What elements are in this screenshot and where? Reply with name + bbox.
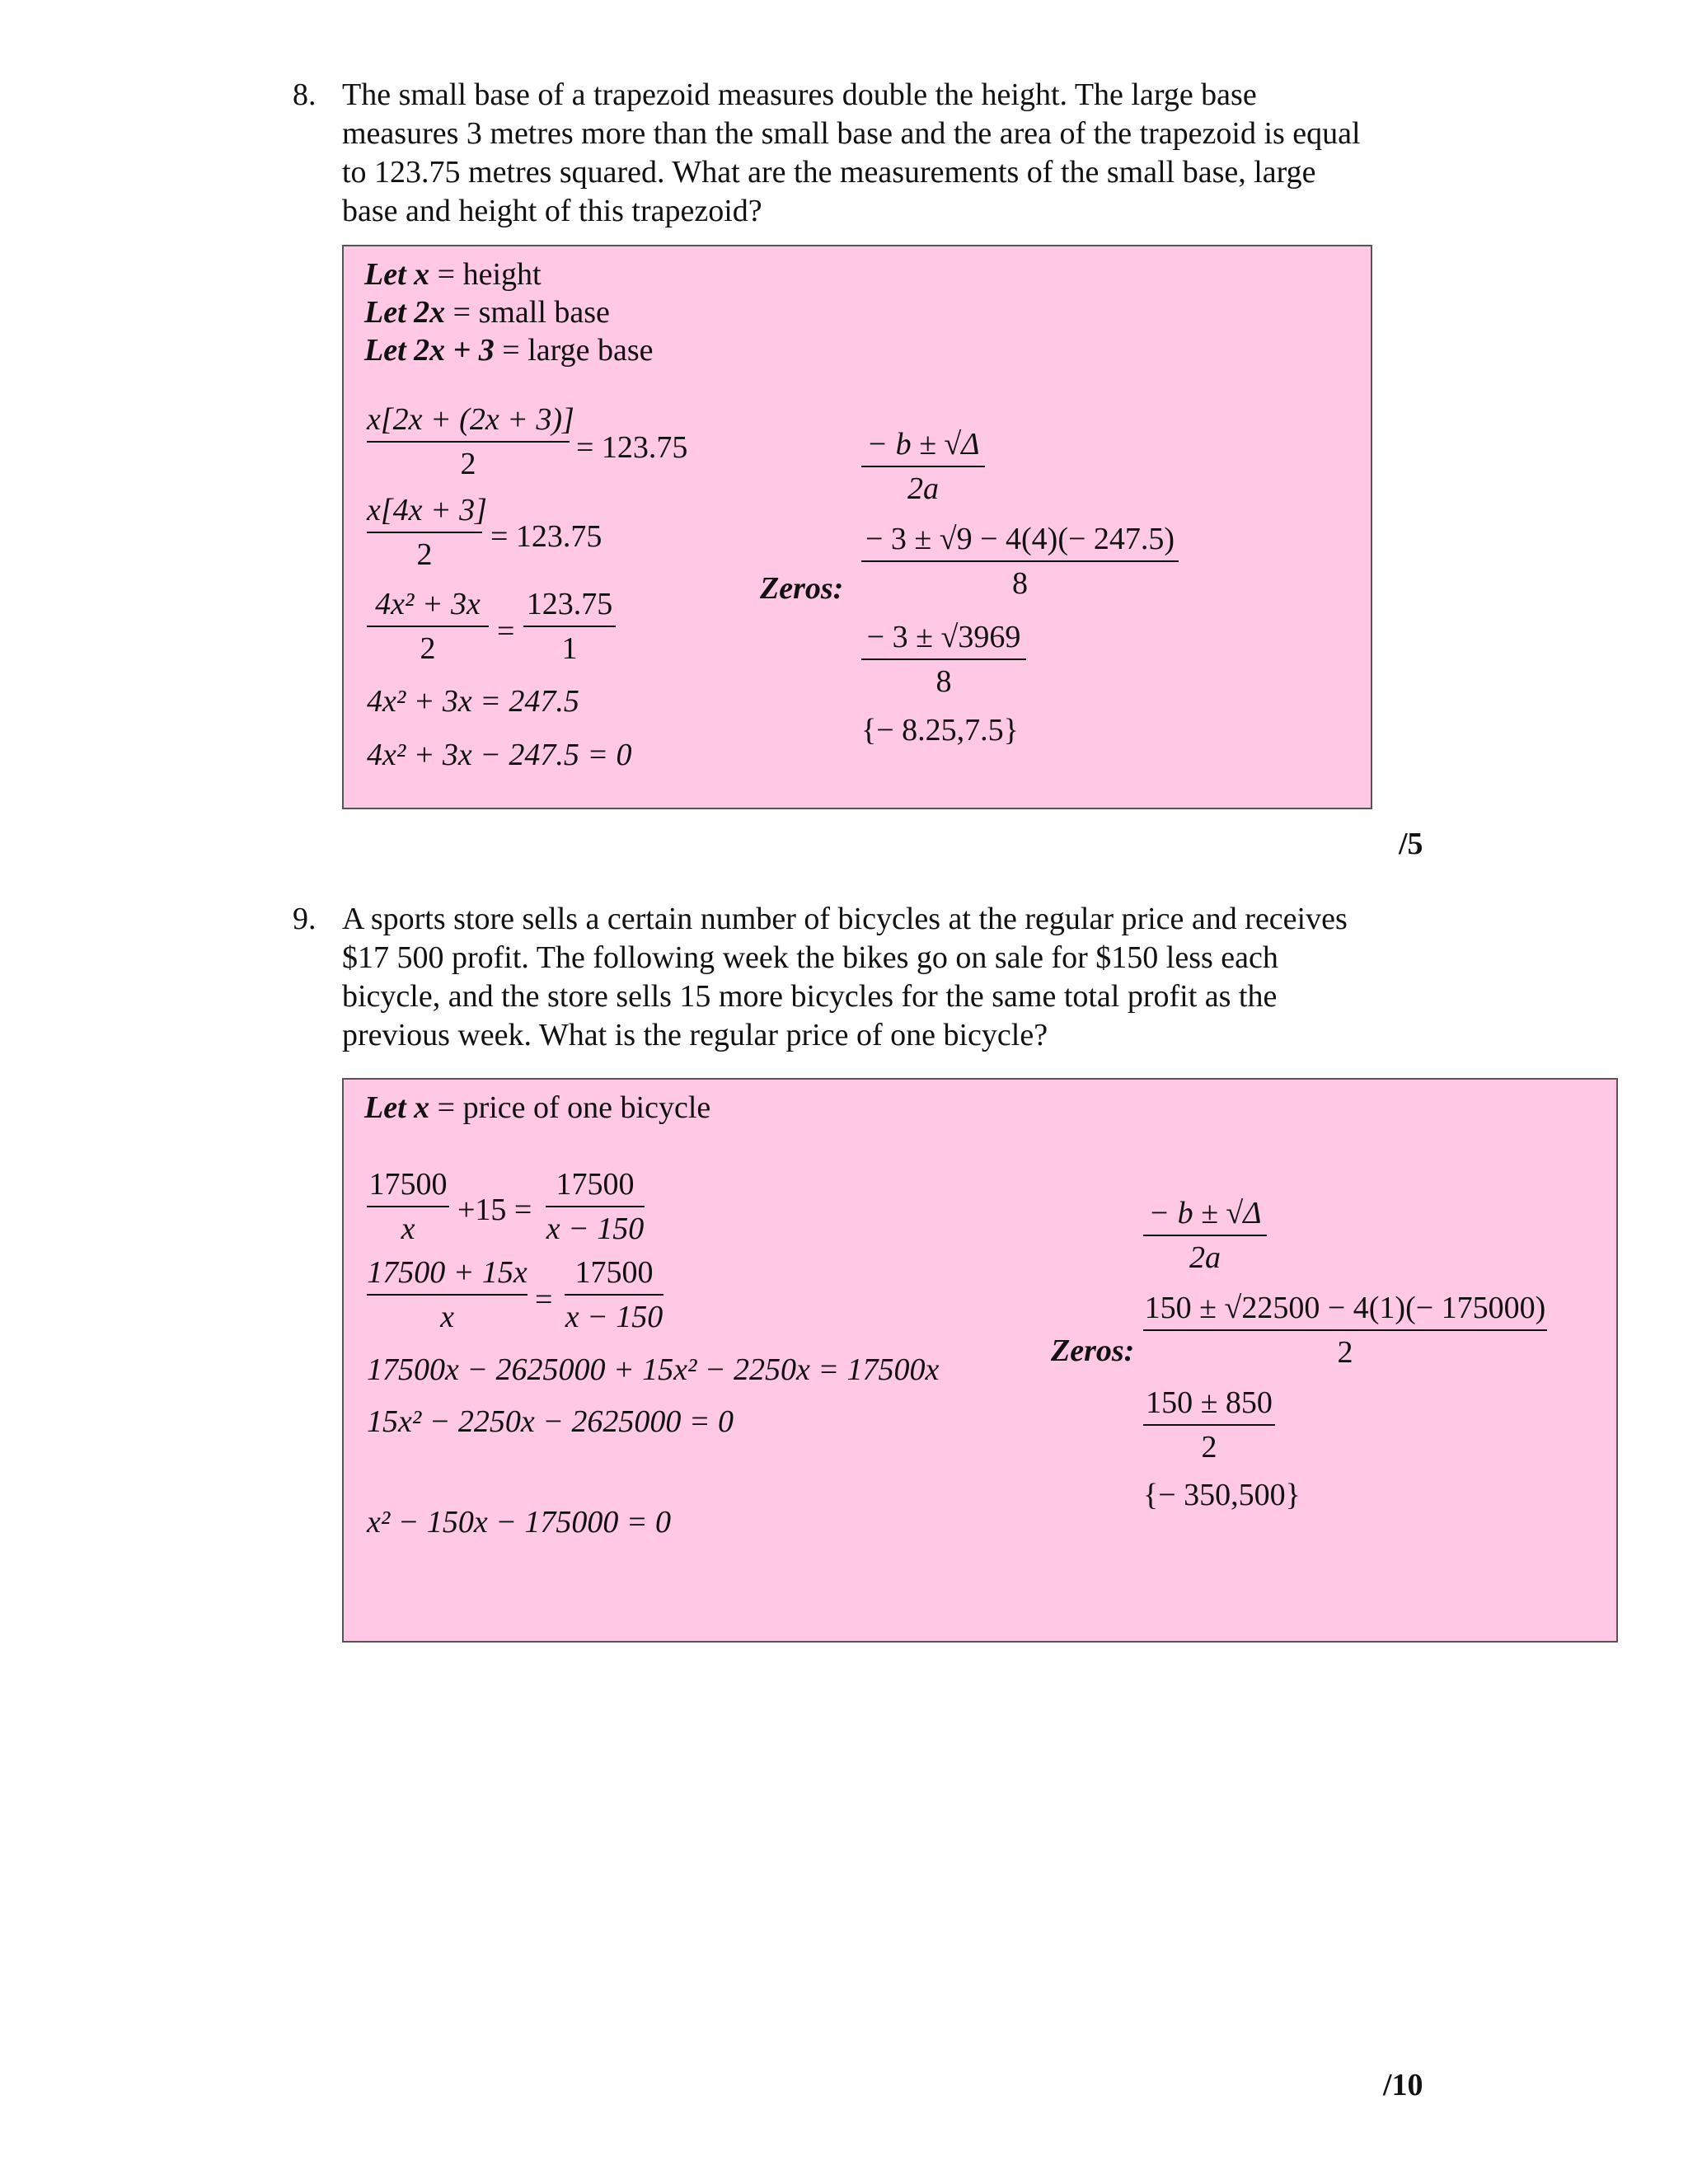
equation-operator: +15 = — [457, 1193, 532, 1227]
zeros-step: − 3 ± √9 − 4(4)(− 247.5) 8 — [861, 521, 1179, 602]
question-text — [342, 76, 1361, 231]
question-line: The small base of a trapezoid measures double the height. The large base — [342, 77, 1257, 112]
score-q8: /5 — [1399, 827, 1423, 861]
question-number: 8. — [293, 77, 316, 112]
equation-rhs: = 123.75 — [576, 430, 688, 465]
equation-line: 4x² + 3x = 247.5 — [367, 684, 579, 719]
question-number: 9. — [293, 902, 316, 936]
quadratic-formula: − b ± √Δ 2a — [1143, 1195, 1267, 1276]
let-statement: Let 2x = small base — [364, 295, 610, 330]
zeros-step: − 3 ± √3969 8 — [861, 619, 1026, 700]
let-statement: Let x = price of one bicycle — [364, 1090, 711, 1125]
equation-fraction: x[2x + (2x + 3)] 2 — [367, 402, 574, 481]
zeros-step: 150 ± √22500 − 4(1)(− 175000) 2 — [1144, 1291, 1546, 1370]
equation-equals: = — [497, 614, 515, 649]
zeros-label: Zeros: — [1051, 1333, 1135, 1368]
answer-box-q9 — [342, 1078, 1618, 1643]
question-line: bicycle, and the store sells 15 more bicycles for the same total profit as the — [342, 979, 1278, 1014]
zeros-result: {− 8.25,7.5} — [861, 713, 1019, 748]
equation-fraction: x[4x + 3] 2 — [367, 493, 487, 572]
let-statement: Let x = height — [364, 257, 542, 292]
equation-fraction: 17500 x − 150 — [565, 1255, 663, 1334]
equation-fraction: 4x² + 3x 2 — [367, 586, 489, 667]
page-score: /10 — [1383, 2068, 1423, 2102]
question-line: previous week. What is the regular price of one bicycle? — [342, 1018, 1048, 1052]
equation-line: 15x² − 2250x − 2625000 = 0 — [367, 1404, 734, 1439]
equation-line: x² − 150x − 175000 = 0 — [367, 1505, 672, 1540]
equation-fraction: 17500 x − 150 — [546, 1167, 645, 1246]
quadratic-formula: − b ± √Δ 2a — [861, 426, 985, 507]
question-line: A sports store sells a certain number of bicycles at the regular price and receives — [342, 902, 1348, 936]
equation-line: 17500x − 2625000 + 15x² − 2250x = 17500x — [367, 1352, 940, 1387]
zeros-step: 150 ± 850 2 — [1143, 1385, 1275, 1465]
zeros-label: Zeros: — [760, 571, 844, 606]
equation-fraction: 17500 + 15x x — [367, 1255, 528, 1334]
equation-line: 4x² + 3x − 247.5 = 0 — [367, 738, 632, 772]
equation-fraction: 17500 x — [367, 1166, 449, 1247]
answer-box-q8 — [342, 245, 1372, 809]
question-9 — [293, 900, 1447, 1065]
equation-fraction: 123.75 1 — [523, 586, 616, 667]
question-8 — [293, 76, 1447, 241]
question-line: to 123.75 metres squared. What are the measurements of the small base, large — [342, 155, 1316, 190]
question-line: measures 3 metres more than the small base and the area of the trapezoid is equal — [342, 116, 1361, 151]
equation-rhs: = 123.75 — [490, 519, 603, 554]
question-line: base and height of this trapezoid? — [342, 194, 762, 228]
question-text — [342, 900, 1348, 1055]
equation-equals: = — [535, 1282, 553, 1317]
question-line: $17 500 profit. The following week the bikes go on sale for $150 less each — [342, 940, 1278, 975]
let-statement: Let 2x + 3 = large base — [364, 333, 654, 368]
zeros-result: {− 350,500} — [1143, 1478, 1301, 1512]
